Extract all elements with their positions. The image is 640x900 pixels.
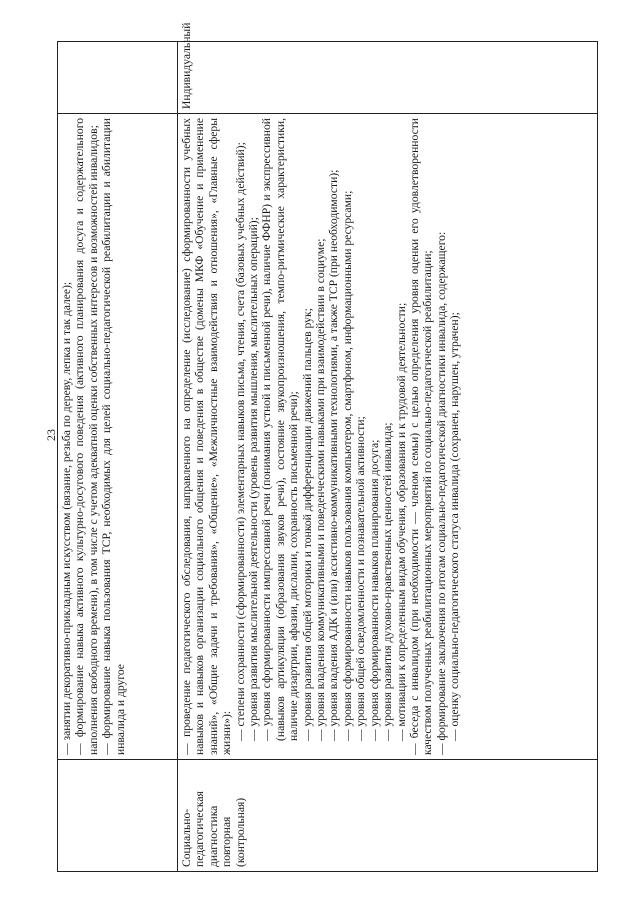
content-cell xyxy=(178,114,598,760)
name-line: педагогическая xyxy=(193,791,207,867)
table-row xyxy=(178,42,598,872)
rotated-page-content xyxy=(57,22,587,872)
sub-item: — уровня сформированности навыков пользования компьютером, смартфоном, информационными ресурсами; xyxy=(340,190,354,741)
table-row xyxy=(58,42,178,872)
name-line: повторная xyxy=(220,816,234,867)
name-cell xyxy=(58,760,178,872)
list-item: — проведение педагогического обследования, направленного на определение (исследование) сформированности учебных навыков и навыков организации социального общения и поведения в обществе (домены МКФ «Обучение и применение знаний», «Общие задачи и требования», «Общение», «Межличностные взаимодействия и отношения», «Главные сферы жизни»): xyxy=(180,118,234,755)
sub-item: — уровня сформированности навыков планирования досуга; xyxy=(367,439,381,741)
list-item: — формирование навыка пользования ТСР, необходимых для целей социально-педагогической реабилитации и абилитации инвалида и другое xyxy=(100,118,127,755)
sub-item: — степени сохранности (сформированности) элементарных навыков письма, чтения, счета (базовых учебных действий); xyxy=(233,142,247,741)
page-number: 23 xyxy=(44,429,58,441)
list-item: — занятии декоративно-прикладным искусством (вязание, резьба по дереву, лепка и так далее); xyxy=(60,281,73,755)
list-item: — беседа с инвалидом (при необходимости — членом семьи) с целью определения уровня оценки его удовлетворенности качеством полученных реабилитационных мероприятий по социально-педагогической реабилитации; xyxy=(407,118,435,755)
name-line: диагностика xyxy=(206,805,220,867)
sub-item: — уровня владения коммуникативными и поведенческими навыками при взаимодействии в социуме; xyxy=(314,238,328,741)
list-item: — формирование заключения по итогам социально-педагогической диагностики инвалида, содержащего: xyxy=(434,231,448,755)
content-cell xyxy=(58,114,178,760)
sub-item: — уровня развития мыслительной деятельности (уровень развития мышления, мыслительных операций); xyxy=(247,217,261,741)
sub-item: — уровня владения АДК и (или) ассистивно-коммуникативными технологиями, а также ТСР (при необходимости); xyxy=(327,169,341,741)
sub-item: — оценку социально-педагогического статуса инвалида (сохранен, нарушен, утрачен); xyxy=(448,312,462,741)
list-item: — формирование навыка активного культурно-досугового поведения (активного планирования досуга и содержательного наполнения свободного времени), в том числе с учетом адекватной оценки собственных интересов и возможностей инвалидов; xyxy=(73,118,100,755)
name-cell xyxy=(178,760,598,872)
sub-item: — уровня общей осведомленности и познавательной активности; xyxy=(354,416,368,741)
name-line: Социально- xyxy=(180,808,193,867)
sub-item: — уровня развития духовно-нравственных ценностей инвалида; xyxy=(381,422,395,741)
form-cell xyxy=(58,42,178,114)
name-line: (контрольная) xyxy=(233,797,247,867)
sub-item: — уровня развития общей моторики и тонкой дифференциации движений пальцев рук; xyxy=(300,308,314,741)
form-cell: Индивидуальный xyxy=(178,42,598,114)
rehabilitation-table xyxy=(57,22,598,872)
sub-item: — мотивации к определенным видам обучения, образования и к трудовой деятельности; xyxy=(394,302,408,741)
sub-item: — уровня сформированности импрессивной речи (понимания устной и письменной речи), наличие ФФНР) и экспрессивной (навыков артикуляции (образования звуков речи), состояние звукопроизношения, темпо-ритмические характеристики, наличие дизартрии, афазии, дислалии, сохранность письменной речи); xyxy=(260,118,301,741)
